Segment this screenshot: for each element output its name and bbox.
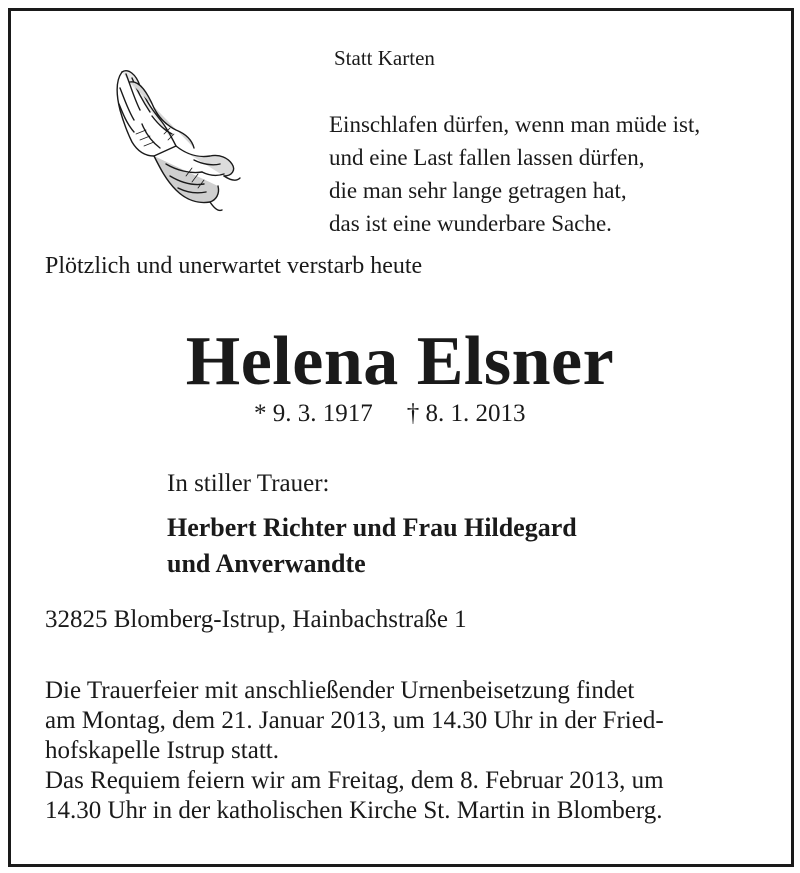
service-line: hofskapelle Istrup statt. <box>45 737 279 764</box>
mourner-line: Herbert Richter und Frau Hildegard <box>167 513 577 542</box>
service-line: Das Requiem feiern wir am Freitag, dem 8. Februar 2013, um <box>45 767 664 794</box>
service-details <box>45 676 664 826</box>
death-date: † 8. 1. 2013 <box>406 400 526 427</box>
mourners <box>167 510 577 582</box>
deceased-name: Helena Elsner <box>185 323 615 400</box>
life-dates <box>254 400 526 428</box>
intro-text: Plötzlich und unerwartet verstarb heute <box>45 253 423 279</box>
notice-header: Statt Karten <box>334 46 435 70</box>
service-line: Die Trauerfeier mit anschließender Urnenbeisetzung findet <box>45 677 635 704</box>
verse-line: das ist eine wunderbare Sache. <box>329 211 612 236</box>
mourning-label: In stiller Trauer: <box>167 470 330 497</box>
service-line: am Montag, dem 21. Januar 2013, um 14.30 Uhr in der Fried- <box>45 707 664 734</box>
verse-line: und eine Last fallen lassen dürfen, <box>329 145 645 170</box>
service-line: 14.30 Uhr in der katholischen Kirche St. Martin in Blomberg. <box>45 797 663 824</box>
verse-line: die man sehr lange getragen hat, <box>329 178 627 203</box>
verse-line: Einschlafen dürfen, wenn man müde ist, <box>329 112 701 137</box>
birth-date: * 9. 3. 1917 <box>254 400 373 427</box>
praying-hands-icon <box>106 64 242 214</box>
mourner-line: und Anverwandte <box>167 549 366 578</box>
address: 32825 Blomberg-Istrup, Hainbachstraße 1 <box>45 606 467 633</box>
verse <box>329 108 700 240</box>
